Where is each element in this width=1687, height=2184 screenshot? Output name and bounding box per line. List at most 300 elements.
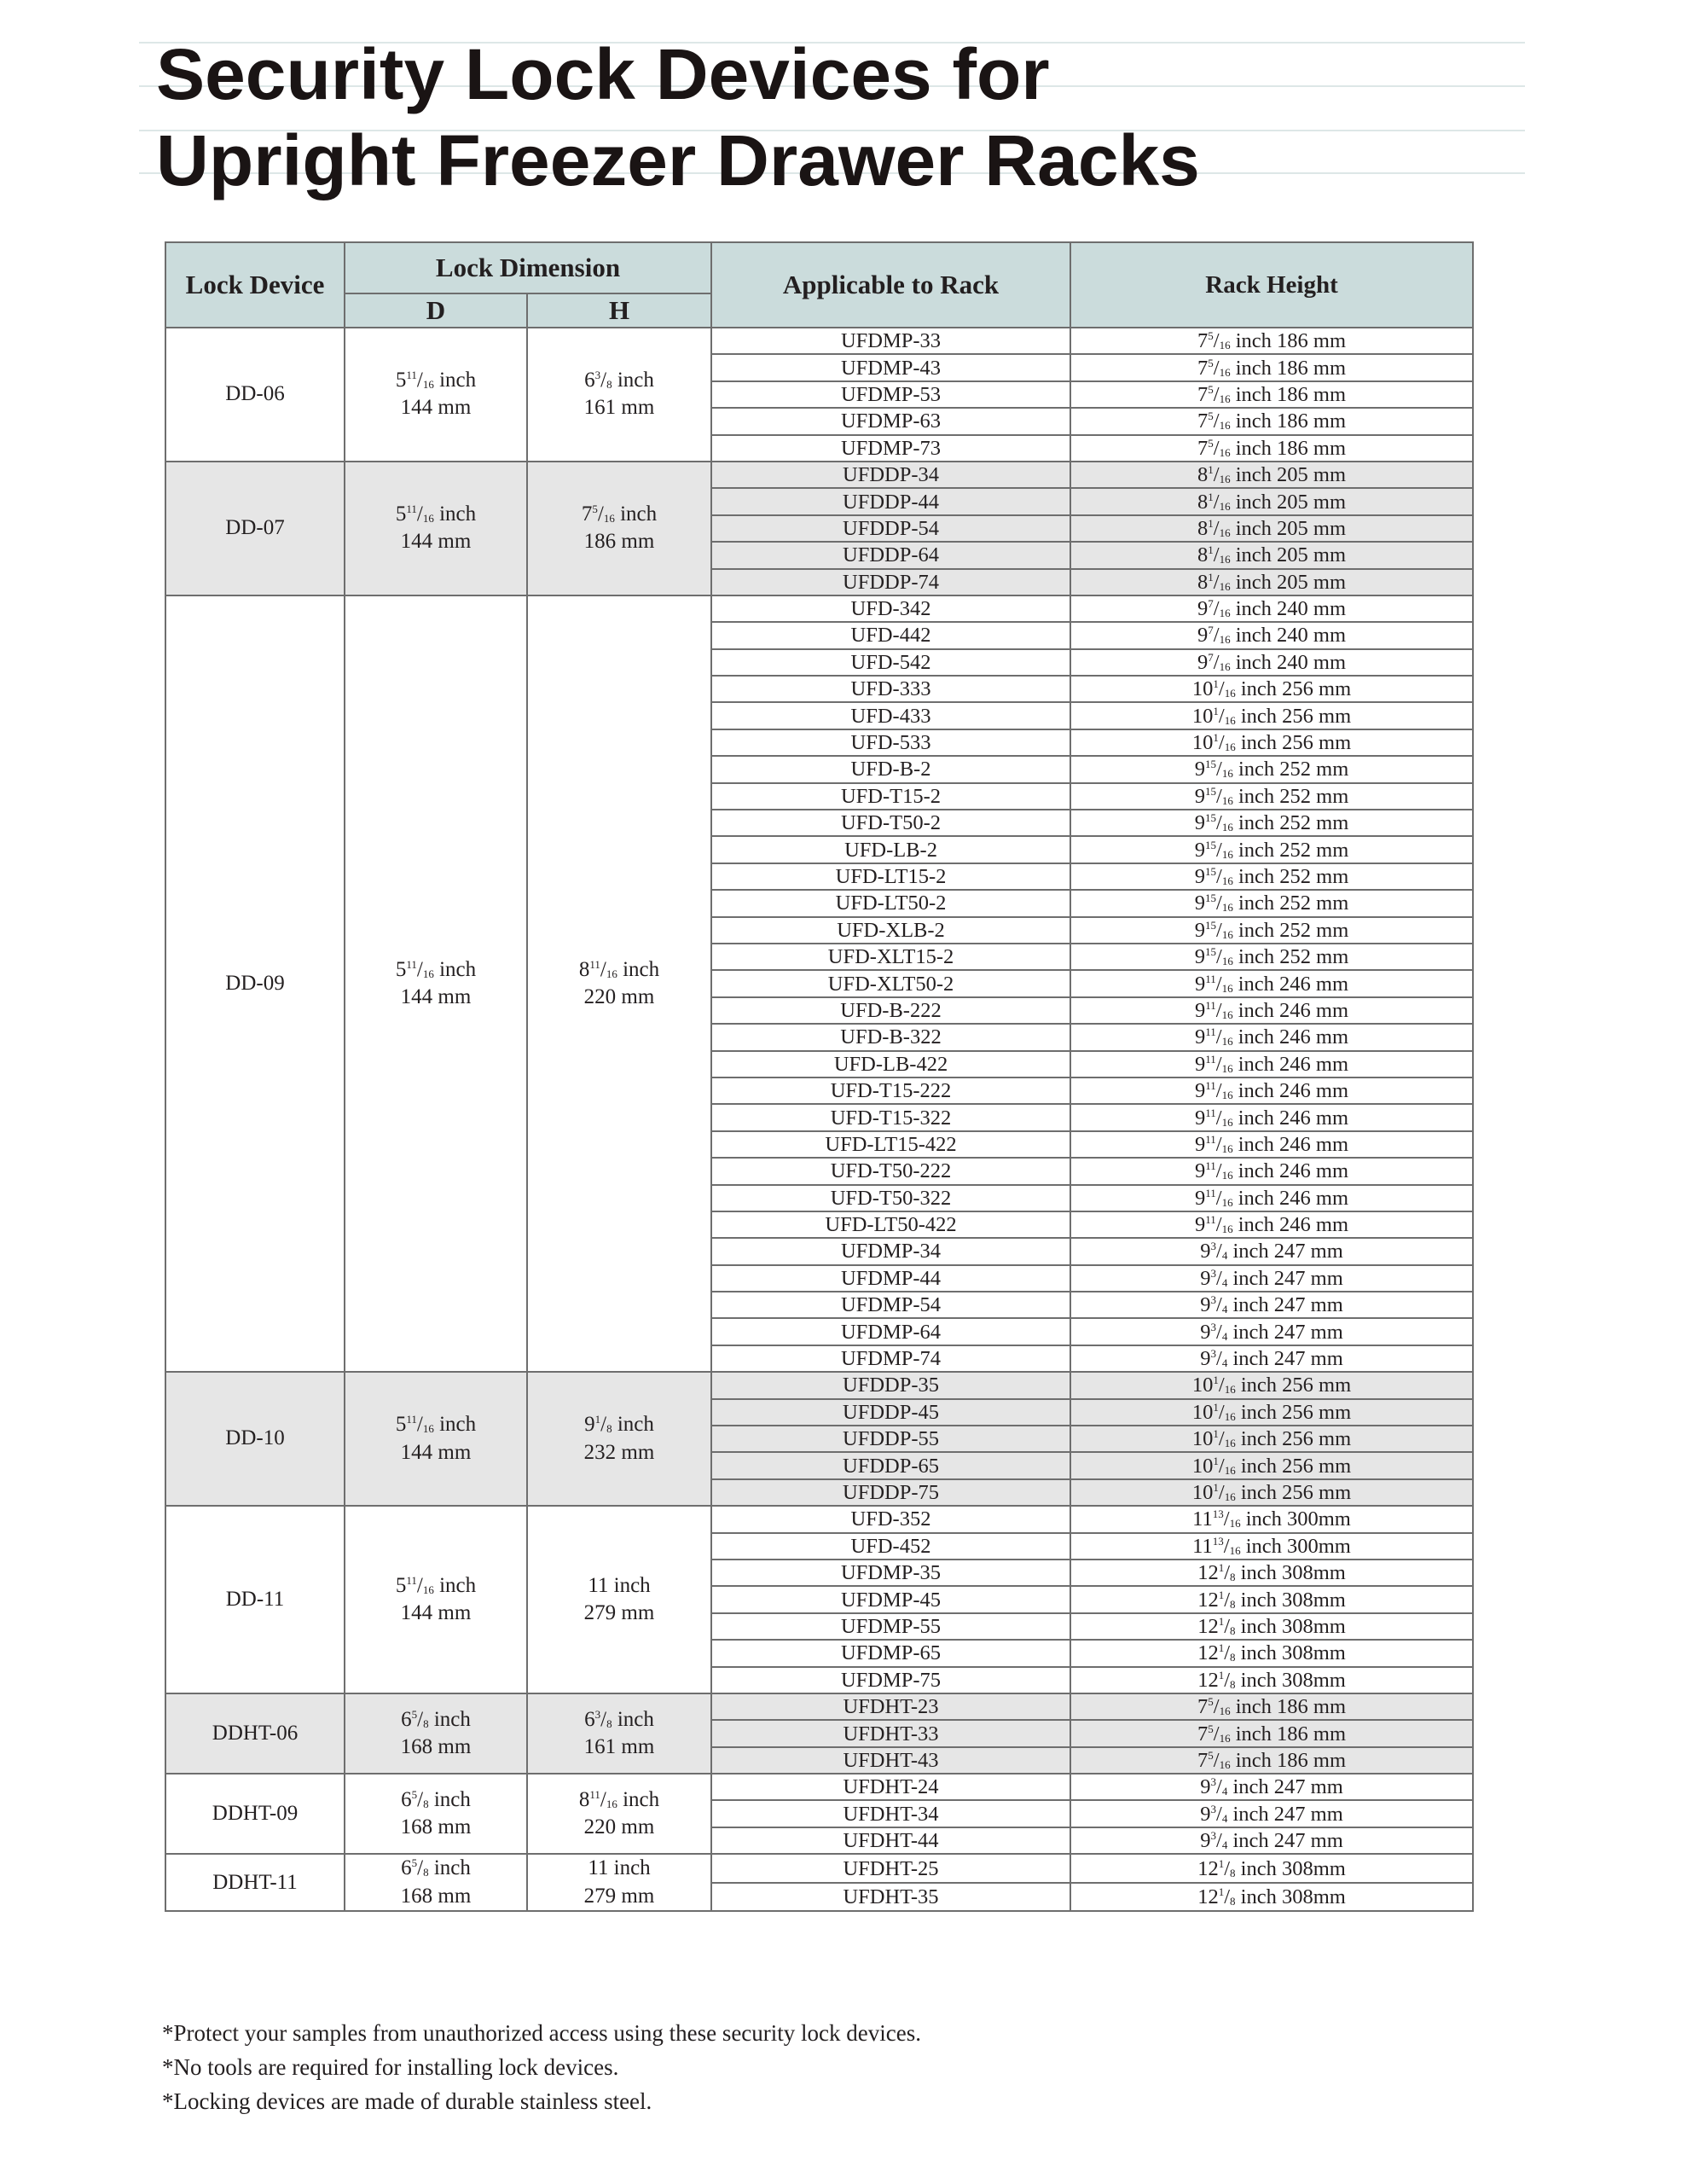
rack-height-cell [1070,1640,1473,1666]
whole-number: 7 [1197,1695,1209,1719]
fraction-slash: / [1218,1427,1225,1451]
whole-number: 9 [1200,1320,1211,1344]
dimension-h-cell [527,1854,711,1911]
fraction-slash: / [1215,1106,1222,1130]
fraction-slash: / [1213,597,1220,621]
rack-model-cell: UFDDP-55 [711,1426,1070,1452]
table-row [165,1372,1473,1398]
rack-height-cell [1070,729,1473,756]
fraction-numerator: 7 [1208,624,1214,637]
fraction-slash: / [1216,1347,1222,1371]
whole-number: 12 [1197,1856,1219,1880]
fraction-slash: / [416,1413,423,1437]
rack-height-cell [1070,1292,1473,1318]
whole-number: 8 [1197,543,1209,567]
fraction-denominator: 4 [1221,1329,1228,1343]
rack-model-cell: UFD-B-322 [711,1024,1070,1050]
height-value: inch 252 mm [1238,811,1349,835]
rack-height-cell [1070,435,1473,462]
whole-number: 9 [1195,1132,1206,1156]
dimension-mm: 168 mm [400,1815,472,1839]
height-value: inch 308mm [1240,1614,1346,1638]
rack-height-cell [1070,408,1473,434]
fraction-numerator: 11 [589,957,600,971]
whole-number: 9 [1195,998,1206,1022]
fraction-slash: / [1224,1885,1231,1909]
fraction-numerator: 1 [1208,463,1214,477]
whole-number: 9 [1200,1347,1211,1371]
fraction-denominator: 16 [422,967,434,980]
fraction-numerator: 5 [1208,436,1214,450]
fraction-denominator: 4 [1221,1275,1228,1289]
fraction-numerator: 11 [1205,1213,1216,1227]
fraction-slash: / [1216,784,1222,808]
fraction-denominator: 16 [422,1422,434,1436]
fraction-numerator: 1 [1208,490,1214,503]
dimension-inch [528,367,710,395]
dimension-mm: 168 mm [400,1735,472,1758]
height-value: inch 205 mm [1235,570,1346,594]
rack-model-cell: UFD-XLT50-2 [711,970,1070,996]
unit: inch [617,368,654,392]
height-value: inch 300mm [1245,1507,1351,1531]
height-value: inch 252 mm [1238,945,1349,969]
whole-number: 10 [1191,731,1214,755]
rack-height-cell [1070,1533,1473,1560]
whole-number: 6 [584,368,595,392]
fraction-numerator: 5 [1208,356,1214,369]
fraction-slash: / [1216,918,1222,942]
rack-height-cell [1070,1800,1473,1827]
fraction-numerator: 13 [1212,1507,1224,1521]
fraction-denominator: 16 [1221,927,1233,941]
height-value: inch 252 mm [1238,918,1349,942]
unit: inch [617,1413,654,1437]
whole-number: 6 [401,1856,412,1880]
rack-height-cell [1070,1024,1473,1050]
rack-model-cell: UFD-B-222 [711,997,1070,1024]
whole-number: 9 [1195,1186,1206,1210]
height-value: inch 256 mm [1240,1427,1352,1451]
fraction-numerator: 11 [406,368,417,381]
rack-height-cell [1070,1506,1473,1532]
whole-number: 9 [1200,1266,1211,1290]
fraction-numerator: 11 [1205,1186,1216,1199]
fraction-denominator: 16 [1219,526,1231,539]
height-value: inch 246 mm [1238,998,1349,1022]
height-value: inch 252 mm [1238,838,1349,862]
rack-model-cell: UFDMP-64 [711,1318,1070,1345]
height-value: inch 247 mm [1232,1829,1343,1853]
whole-number: 9 [1195,1213,1206,1237]
dimension-inch [528,1786,710,1815]
height-value: inch 205 mm [1235,490,1346,514]
rack-model-cell: UFDMP-53 [711,381,1070,408]
dimension-mm: 144 mm [400,396,472,420]
rack-model-cell: UFD-LT15-2 [711,863,1070,890]
fraction-denominator: 16 [1219,499,1231,513]
whole-number: 9 [1197,650,1209,674]
fraction-slash: / [1218,1400,1225,1424]
fraction-slash: / [1224,1588,1231,1612]
dimension-inch [345,1411,526,1439]
table-row [165,595,1473,622]
whole-number: 8 [1197,570,1209,594]
fraction-denominator: 16 [1221,1061,1233,1075]
rack-model-cell: UFDMP-65 [711,1640,1070,1666]
rack-model-cell: UFDDP-54 [711,515,1070,542]
fraction-slash: / [417,1707,424,1731]
rack-height-cell [1070,836,1473,863]
height-value: inch 205 mm [1235,543,1346,567]
whole-number: 12 [1197,1885,1219,1909]
fraction-denominator: 16 [1219,419,1231,433]
whole-number: 10 [1191,677,1214,701]
whole-number: 12 [1197,1588,1219,1612]
fraction-denominator: 16 [1221,1223,1233,1236]
rack-model-cell: UFDDP-74 [711,569,1070,595]
fraction-denominator: 16 [1229,1543,1241,1557]
lock-device-cell: DDHT-06 [165,1693,345,1774]
dimension-h-cell [527,328,711,462]
fraction-slash: / [1216,1320,1222,1344]
height-value: inch 247 mm [1232,1320,1343,1344]
rack-height-cell [1070,1560,1473,1586]
fraction-denominator: 16 [1224,713,1236,727]
height-value: inch 240 mm [1235,597,1346,621]
dimension-inch [345,1855,526,1883]
rack-model-cell: UFD-333 [711,676,1070,702]
rack-height-cell [1070,1426,1473,1452]
dimension-mm: 220 mm [583,985,655,1009]
fraction-numerator: 5 [411,1787,418,1801]
fraction-numerator: 5 [411,1856,418,1870]
rack-height-cell [1070,1372,1473,1398]
rack-model-cell: UFDHT-24 [711,1774,1070,1800]
fraction-numerator: 11 [1205,998,1216,1012]
fraction-denominator: 16 [422,377,434,391]
fraction-numerator: 15 [1205,838,1217,851]
fraction-numerator: 1 [1218,1614,1225,1628]
fraction-slash: / [1216,945,1222,969]
fraction-numerator: 11 [406,1573,417,1587]
lock-device-cell: DD-06 [165,328,345,462]
whole-number: 5 [395,957,407,981]
fraction-numerator: 1 [1213,1480,1219,1494]
whole-number: 7 [1197,356,1209,380]
fraction-slash: / [1216,865,1222,888]
height-value: inch 300mm [1245,1534,1351,1558]
whole-number: 12 [1197,1614,1219,1638]
fraction-numerator: 3 [1210,1240,1217,1253]
fraction-slash: / [1213,516,1220,540]
whole-number: 9 [1195,972,1206,996]
rack-model-cell: UFDHT-33 [711,1720,1070,1746]
unit: inch [433,1787,471,1811]
fraction-slash: / [1216,758,1222,781]
whole-number: 11 [588,1573,609,1597]
dimension-inch [528,1411,710,1439]
whole-number: 5 [395,1573,407,1597]
fraction-denominator: 16 [1224,1409,1236,1423]
fraction-denominator: 4 [1221,1838,1228,1852]
dimension-mm: 144 mm [400,1440,472,1464]
fraction-denominator: 16 [1219,392,1231,405]
rack-height-cell [1070,1265,1473,1292]
height-value: inch 205 mm [1235,463,1346,487]
lock-device-cell: DDHT-11 [165,1854,345,1911]
fraction-numerator: 11 [406,1413,417,1426]
rack-model-cell: UFDDP-35 [711,1372,1070,1398]
rack-height-cell [1070,1720,1473,1746]
fraction-slash: / [1213,1722,1220,1745]
whole-number: 11 [1192,1507,1213,1531]
whole-number: 9 [1200,1240,1211,1263]
whole-number: 9 [1195,1079,1206,1103]
rack-height-cell [1070,970,1473,996]
whole-number: 9 [1200,1829,1211,1853]
fraction-denominator: 16 [1224,687,1236,700]
fraction-slash: / [600,1707,607,1731]
fraction-denominator: 16 [1219,633,1231,647]
rack-height-cell [1070,1747,1473,1774]
unit: inch [439,957,477,981]
rack-height-cell [1070,702,1473,729]
fraction-slash: / [1224,1856,1231,1880]
fraction-slash: / [1213,543,1220,567]
height-value: inch 256 mm [1240,704,1352,728]
fraction-numerator: 3 [1210,1802,1217,1815]
footnotes [162,2016,921,2118]
fraction-numerator: 15 [1205,784,1217,798]
rack-height-cell [1070,1238,1473,1264]
page-title-line-2: Upright Freezer Drawer Racks [156,120,1200,200]
whole-number: 8 [1197,516,1209,540]
dimension-inch [528,1706,710,1734]
height-value: inch 256 mm [1240,731,1352,755]
fraction-numerator: 5 [1208,1722,1214,1735]
fraction-denominator: 8 [606,1716,612,1730]
dimension-mm: 144 mm [400,1601,472,1625]
lock-device-cell: DD-09 [165,595,345,1372]
height-value: inch 186 mm [1235,356,1346,380]
fraction-denominator: 16 [1224,741,1236,754]
fraction-denominator: 16 [1221,955,1233,968]
fraction-denominator: 8 [606,377,612,391]
height-value: inch 205 mm [1235,516,1346,540]
height-value: inch 246 mm [1238,1052,1349,1076]
rack-height-cell [1070,542,1473,568]
fraction-numerator: 3 [594,368,601,381]
fraction-denominator: 16 [1221,767,1233,781]
fraction-denominator: 16 [606,967,617,980]
fraction-denominator: 16 [422,511,434,525]
whole-number: 9 [1194,892,1206,915]
rack-model-cell: UFDHT-23 [711,1693,1070,1720]
rack-height-cell [1070,783,1473,810]
height-value: inch 247 mm [1232,1240,1343,1263]
fraction-denominator: 8 [606,1422,612,1436]
fraction-slash: / [1216,811,1222,835]
rack-height-cell [1070,917,1473,944]
fraction-slash: / [416,502,423,526]
rack-model-cell: UFDMP-43 [711,354,1070,380]
dimension-d-cell [345,462,527,595]
dimension-inch [528,956,710,985]
dimension-mm: 144 mm [400,530,472,554]
fraction-slash: / [1213,436,1220,460]
height-value: inch 246 mm [1238,1159,1349,1183]
fraction-denominator: 16 [1224,1437,1236,1450]
unit: inch [439,368,477,392]
height-value: inch 252 mm [1238,784,1349,808]
fraction-slash: / [1224,1561,1231,1585]
dimension-inch [345,367,526,395]
fraction-numerator: 1 [1213,704,1219,717]
fraction-slash: / [1213,463,1220,487]
fraction-denominator: 16 [1219,445,1231,459]
whole-number: 8 [1197,463,1209,487]
fraction-denominator: 16 [1219,365,1231,379]
fraction-slash: / [1213,410,1220,433]
rack-model-cell: UFD-LT50-422 [711,1211,1070,1238]
fraction-numerator: 3 [1210,1293,1217,1307]
fraction-slash: / [1218,1374,1225,1397]
lock-device-cell: DDHT-09 [165,1774,345,1854]
whole-number: 9 [1195,1052,1206,1076]
fraction-denominator: 16 [1221,901,1233,915]
whole-number: 11 [1192,1534,1213,1558]
fraction-slash: / [1216,1802,1222,1826]
rack-height-cell [1070,649,1473,676]
dimension-inch [528,1855,710,1883]
fraction-numerator: 11 [1205,1106,1216,1119]
whole-number: 7 [1197,436,1209,460]
fraction-slash: / [1224,1614,1231,1638]
height-value: inch 252 mm [1238,865,1349,888]
unit: inch [439,1573,477,1597]
whole-number: 5 [395,502,407,526]
dimension-h-cell [527,1506,711,1693]
fraction-denominator: 16 [1221,1169,1233,1182]
table-row [165,328,1473,354]
fraction-numerator: 11 [1205,972,1216,985]
fraction-numerator: 1 [1218,1668,1225,1682]
rack-model-cell: UFDHT-25 [711,1854,1070,1883]
fraction-slash: / [1215,1079,1222,1103]
whole-number: 12 [1197,1561,1219,1585]
fraction-slash: / [600,957,606,981]
table-row [165,1506,1473,1532]
height-value: inch 256 mm [1240,1400,1352,1424]
fraction-denominator: 16 [1224,1490,1236,1503]
fraction-denominator: 16 [1221,1089,1233,1102]
fraction-slash: / [1218,1480,1225,1504]
dimension-inch [528,1572,710,1600]
rack-model-cell: UFD-533 [711,729,1070,756]
fraction-denominator: 16 [1219,1757,1231,1771]
height-value: inch 186 mm [1235,1748,1346,1772]
fraction-denominator: 4 [1221,1249,1228,1263]
fraction-numerator: 5 [411,1707,418,1721]
rack-model-cell: UFDHT-43 [711,1747,1070,1774]
header-lock-device: Lock Device [165,242,345,328]
whole-number: 9 [1195,1159,1206,1183]
fraction-numerator: 3 [1210,1829,1217,1843]
rack-model-cell: UFD-XLT15-2 [711,944,1070,970]
fraction-numerator: 11 [1205,1079,1216,1093]
fraction-denominator: 16 [1229,1517,1241,1531]
dimension-inch [345,501,526,529]
rack-model-cell: UFD-T15-2 [711,783,1070,810]
rack-model-cell: UFD-LB-422 [711,1051,1070,1077]
height-value: inch 240 mm [1235,650,1346,674]
fraction-slash: / [416,957,423,981]
header-lock-dimension: Lock Dimension [345,242,711,293]
rack-height-cell [1070,1774,1473,1800]
fraction-denominator: 16 [1221,793,1233,807]
fraction-numerator: 1 [1213,731,1219,745]
whole-number: 7 [1197,410,1209,433]
rack-model-cell: UFDMP-54 [711,1292,1070,1318]
whole-number: 9 [1200,1802,1211,1826]
rack-height-cell [1070,1452,1473,1478]
whole-number: 12 [1197,1641,1219,1665]
whole-number: 5 [395,1413,407,1437]
page-title-line-1: Security Lock Devices for [156,34,1050,114]
dimension-h-cell [527,1372,711,1506]
height-value: inch 247 mm [1232,1266,1343,1290]
fraction-slash: / [1216,892,1222,915]
fraction-slash: / [1215,972,1222,996]
fraction-denominator: 16 [1224,1463,1236,1477]
whole-number: 12 [1197,1668,1219,1692]
fraction-slash: / [1215,1025,1222,1049]
fraction-numerator: 15 [1205,758,1217,771]
rack-model-cell: UFD-T15-222 [711,1077,1070,1104]
rack-height-cell [1070,1613,1473,1640]
whole-number: 7 [1197,1722,1209,1745]
fraction-numerator: 1 [1218,1856,1225,1870]
fraction-slash: / [417,1787,424,1811]
footnote: *Locking devices are made of durable stainless steel. [162,2088,652,2114]
dimension-h-cell [527,1774,711,1854]
fraction-denominator: 16 [1219,1731,1231,1745]
table-row [165,462,1473,488]
height-value: inch 252 mm [1238,892,1349,915]
fraction-numerator: 15 [1205,945,1217,959]
height-value: inch 246 mm [1238,1079,1349,1103]
rack-height-cell [1070,810,1473,836]
fraction-denominator: 8 [1230,1597,1236,1611]
fraction-slash: / [1216,838,1222,862]
fraction-numerator: 1 [1218,1588,1225,1601]
height-value: inch 308mm [1240,1885,1346,1909]
height-value: inch 186 mm [1235,410,1346,433]
unit: inch [433,1707,471,1731]
dimension-mm: 279 mm [583,1601,655,1625]
whole-number: 9 [1194,865,1206,888]
header-h: H [527,293,711,328]
height-value: inch 252 mm [1238,758,1349,781]
rack-height-cell [1070,595,1473,622]
fraction-denominator: 16 [1221,1115,1233,1129]
fraction-numerator: 11 [1205,1132,1216,1146]
height-value: inch 247 mm [1232,1293,1343,1317]
fraction-numerator: 11 [589,1787,600,1801]
fraction-denominator: 4 [1221,1811,1228,1825]
fraction-numerator: 15 [1205,918,1217,932]
